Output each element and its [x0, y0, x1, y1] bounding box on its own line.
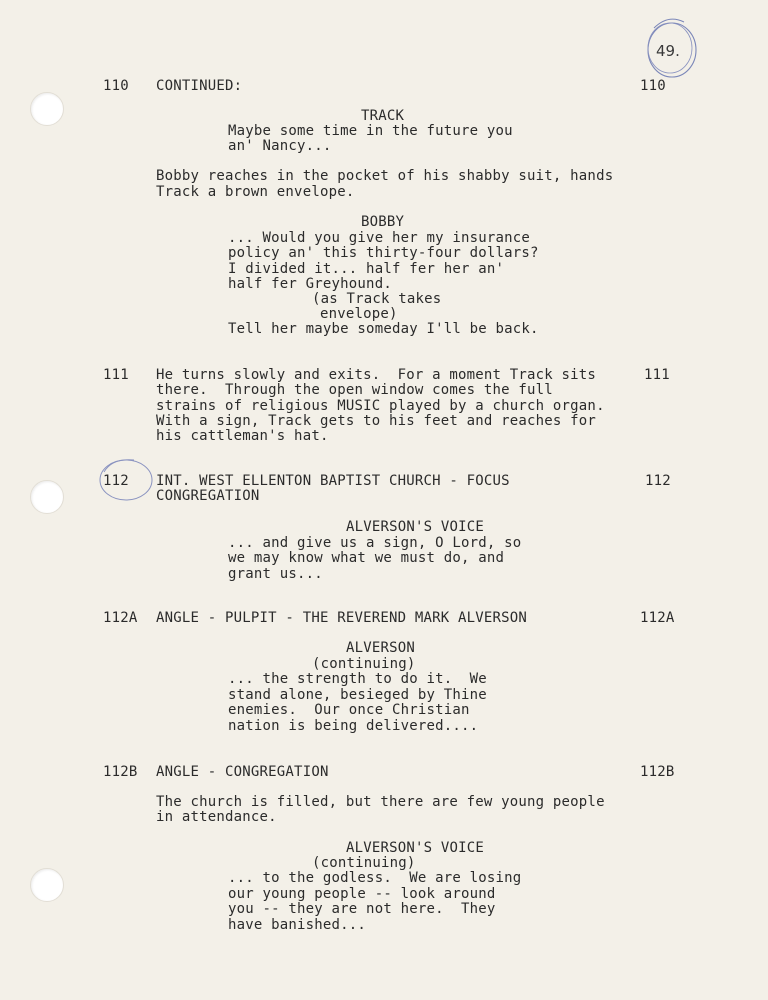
scene-number-left: 112A	[103, 610, 138, 626]
character-name: ALVERSON	[346, 640, 416, 656]
scene-number-left: 112	[103, 473, 129, 489]
scene-heading: ANGLE - CONGREGATION	[156, 764, 329, 780]
dialogue-line: enemies. Our once Christian	[228, 702, 470, 718]
dialogue-line: you -- they are not here. They	[228, 901, 496, 917]
action-line: in attendance.	[156, 809, 277, 825]
parenthetical: envelope)	[320, 306, 398, 322]
dialogue-line: Maybe some time in the future you	[228, 123, 513, 139]
scene-header: CONTINUED:	[156, 78, 243, 94]
action-line: there. Through the open window comes the full	[156, 382, 553, 398]
dialogue-line: stand alone, besieged by Thine	[228, 687, 487, 703]
page-number-area	[644, 10, 694, 74]
scene-number-right: 111	[644, 367, 670, 383]
binder-hole-top	[30, 92, 64, 126]
dialogue-line: policy an' this thirty-four dollars?	[228, 245, 539, 261]
character-name: ALVERSON'S VOICE	[346, 519, 485, 535]
dialogue-line: ... Would you give her my insurance	[228, 230, 531, 246]
scene-heading: ANGLE - PULPIT - THE REVEREND MARK ALVERSON	[156, 610, 528, 626]
dialogue-line: we may know what we must do, and	[228, 550, 505, 566]
scene-number-left: 110	[103, 78, 129, 94]
dialogue-line: Tell her maybe someday I'll be back.	[228, 321, 539, 337]
dialogue-line: ... to the godless. We are losing	[228, 870, 522, 886]
character-name: TRACK	[361, 108, 405, 124]
dialogue-line: I divided it... half fer her an'	[228, 261, 505, 277]
scene-number-right: 112A	[640, 610, 675, 626]
scene-number-left: 111	[103, 367, 129, 383]
action-line: his cattleman's hat.	[156, 428, 329, 444]
parenthetical: (as Track takes	[312, 291, 442, 307]
action-line: strains of religious MUSIC played by a church organ.	[156, 398, 605, 414]
binder-hole-bottom	[30, 868, 64, 902]
scene-number-right: 110	[640, 78, 666, 94]
binder-hole-middle	[30, 480, 64, 514]
dialogue-line: nation is being delivered....	[228, 718, 479, 734]
scene-number-left: 112B	[103, 764, 138, 780]
action-line: With a sign, Track gets to his feet and reaches for	[156, 413, 597, 429]
dialogue-line: ... the strength to do it. We	[228, 671, 487, 687]
action-line: Track a brown envelope.	[156, 184, 355, 200]
scene-heading: CONGREGATION	[156, 488, 260, 504]
character-name: ALVERSON'S VOICE	[346, 840, 485, 856]
dialogue-line: our young people -- look around	[228, 886, 496, 902]
scene-number-right: 112B	[640, 764, 675, 780]
dialogue-line: an' Nancy...	[228, 138, 332, 154]
scene-heading: INT. WEST ELLENTON BAPTIST CHURCH - FOCUS	[156, 473, 510, 489]
page-number: 49.	[656, 42, 680, 60]
scene-number-right: 112	[645, 473, 671, 489]
action-line: He turns slowly and exits. For a moment Track sits	[156, 367, 597, 383]
action-line: The church is filled, but there are few young people	[156, 794, 605, 810]
dialogue-line: ... and give us a sign, O Lord, so	[228, 535, 522, 551]
dialogue-line: grant us...	[228, 566, 323, 582]
parenthetical: (continuing)	[312, 656, 416, 672]
dialogue-line: have banished...	[228, 917, 367, 933]
action-line: Bobby reaches in the pocket of his shabby suit, hands	[156, 168, 614, 184]
character-name: BOBBY	[361, 214, 405, 230]
dialogue-line: half fer Greyhound.	[228, 276, 392, 292]
parenthetical: (continuing)	[312, 855, 416, 871]
